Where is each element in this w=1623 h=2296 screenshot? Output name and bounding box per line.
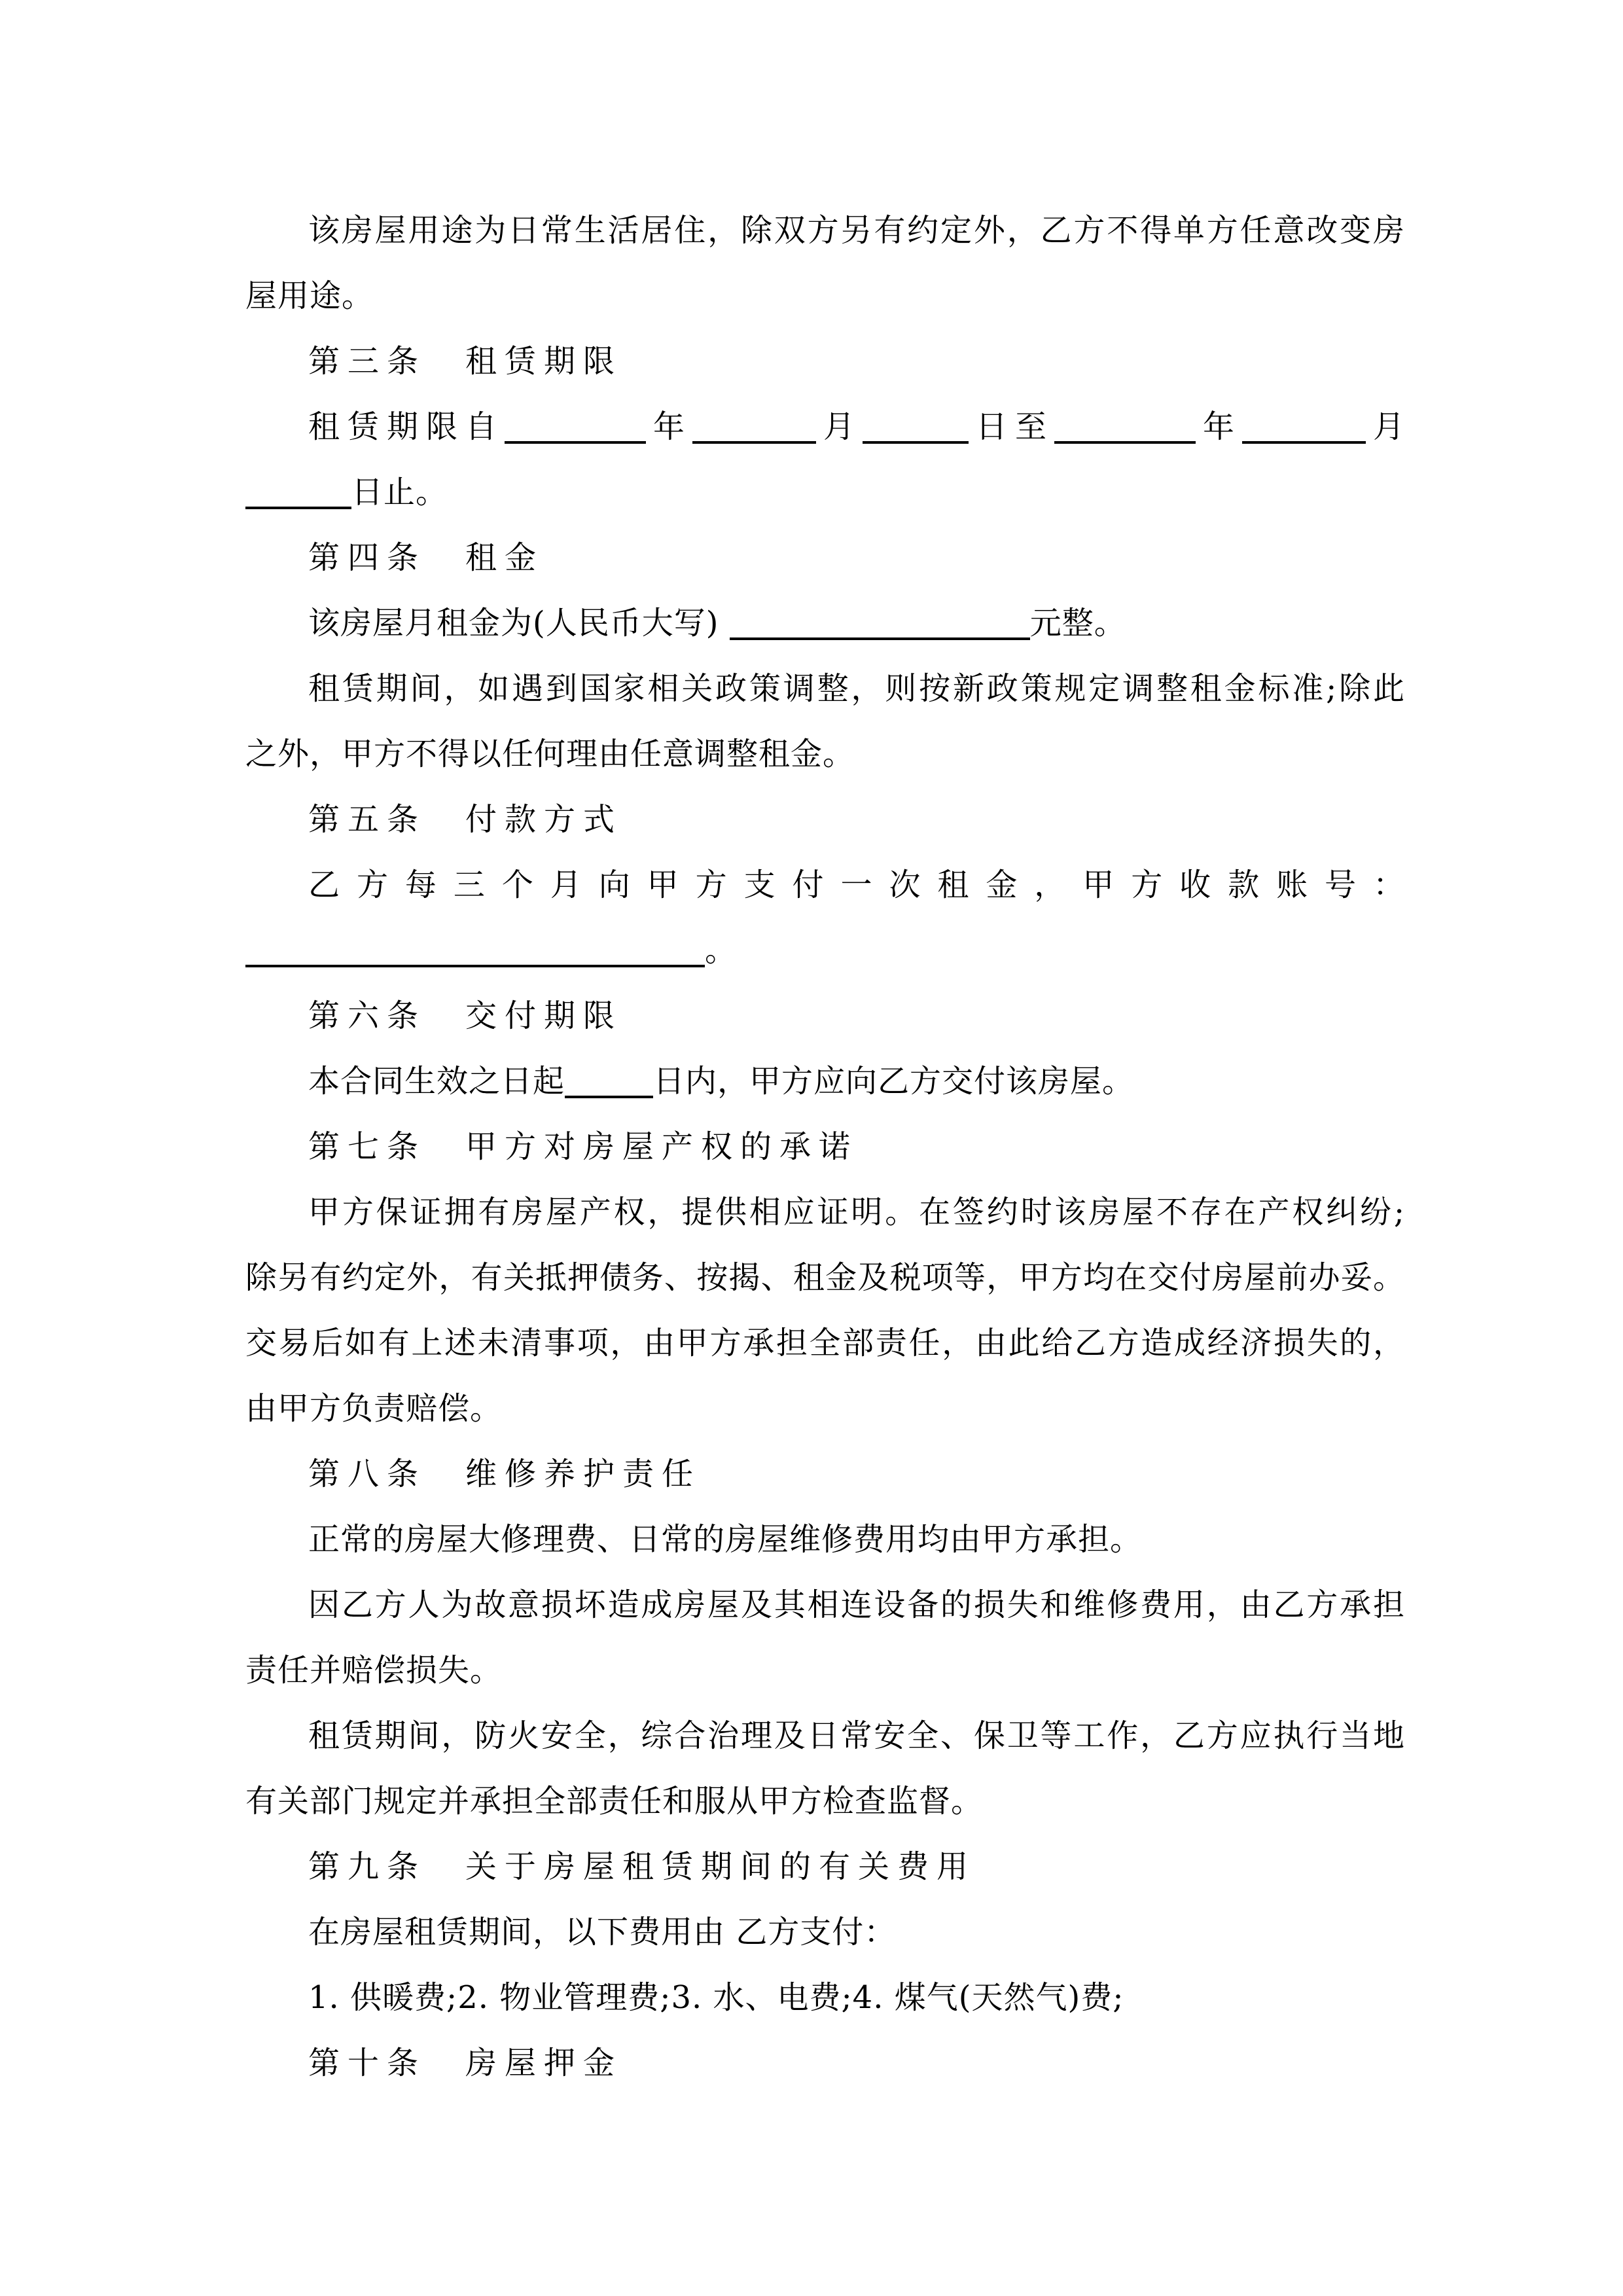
- text-line: 该房屋用途为日常生活居住，除双方另有约定外，乙方不得单方任意改变房: [308, 212, 1405, 249]
- text-line: 正常的房屋大修理费、日常的房屋维修费用均由甲方承担。: [308, 1521, 1143, 1558]
- text-line: 1. 供暖费;2. 物业管理费;3. 水、电费;4. 煤气(天然气)费;: [308, 1979, 1124, 2016]
- text-line: 屋用途。: [245, 278, 374, 314]
- text-line: 之外，甲方不得以任何理由任意调整租金。: [245, 736, 855, 772]
- text-line: 租赁期限自 年 月 日至 年 月: [308, 408, 1405, 445]
- clause-heading: 第六条 交付期限: [308, 997, 623, 1034]
- blank-field: [1054, 433, 1196, 444]
- clause-heading: 第七条 甲方对房屋产权的承诺: [308, 1128, 859, 1165]
- text-line: 由甲方负责赔偿。: [245, 1390, 503, 1427]
- blank-field: [730, 630, 1030, 640]
- text-line: 在房屋租赁期间，以下费用由 乙方支付：: [308, 1914, 897, 1950]
- clause-heading: 第三条 租赁期限: [308, 343, 623, 380]
- text-column: [245, 198, 1405, 2096]
- text-line: 除另有约定外，有关抵押债务、按揭、租金及税项等，甲方均在交付房屋前办妥。: [245, 1259, 1405, 1296]
- clause-heading: 第十条 房屋押金: [308, 2045, 623, 2081]
- text-line: 因乙方人为故意损坏造成房屋及其相连设备的损失和维修费用，由乙方承担: [308, 1587, 1405, 1623]
- text-line: 责任并赔偿损失。: [245, 1652, 503, 1689]
- clause-heading: 第九条 关于房屋租赁期间的有关费用: [308, 1848, 976, 1885]
- text-line: 租赁期间，如遇到国家相关政策调整，则按新政策规定调整租金标准;除此: [308, 670, 1405, 707]
- text-line: 该房屋月租金为(人民币大写) 元整。: [308, 605, 1126, 641]
- blank-field: [863, 433, 969, 444]
- text-line: 甲方保证拥有房屋产权，提供相应证明。在签约时该房屋不存在产权纠纷;: [308, 1194, 1405, 1230]
- text-line: 日止。: [245, 459, 1405, 525]
- blank-field: [505, 433, 646, 444]
- clause-heading: 第五条 付款方式: [308, 801, 623, 838]
- clause-heading: 第四条 租金: [308, 539, 544, 576]
- clause-heading: 第八条 维修养护责任: [308, 1456, 702, 1492]
- text-line: 乙方每三个月向甲方支付一次租金，甲方收款账号：: [308, 867, 1405, 903]
- text-line: 有关部门规定并承担全部责任和服从甲方检查监督。: [245, 1783, 984, 1820]
- blank-field: [692, 433, 816, 444]
- blank-field: [1242, 433, 1366, 444]
- text-line: 租赁期间，防火安全，综合治理及日常安全、保卫等工作，乙方应执行当地: [308, 1717, 1405, 1754]
- text-line: 。: [245, 918, 1405, 983]
- blank-field: [565, 1088, 653, 1098]
- blank-field: [245, 499, 351, 509]
- blank-field: [245, 957, 705, 967]
- text-line: 本合同生效之日起 日内，甲方应向乙方交付该房屋。: [308, 1063, 1135, 1100]
- text-line: 交易后如有上述未清事项，由甲方承担全部责任，由此给乙方造成经济损失的，: [245, 1325, 1405, 1361]
